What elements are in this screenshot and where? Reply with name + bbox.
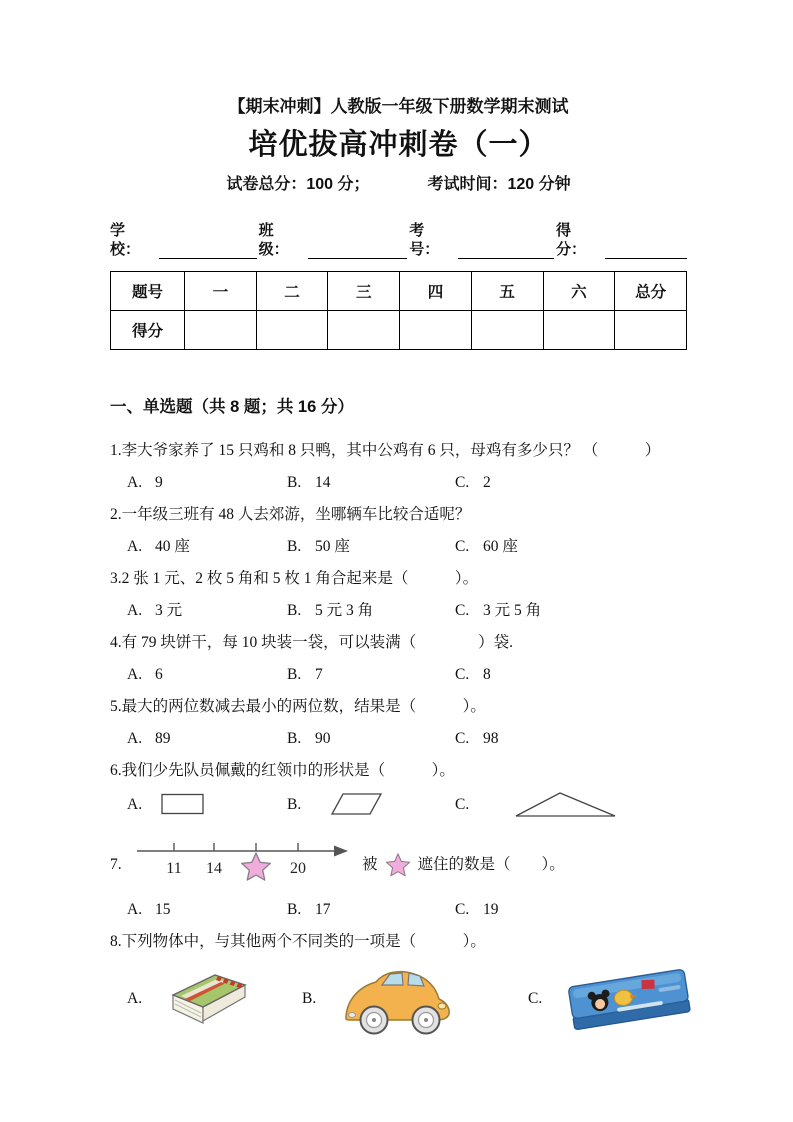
question-2-text (110, 504, 687, 525)
option-letter: C. (455, 474, 470, 491)
option-value: 9 (155, 474, 163, 491)
option-letter: A. (127, 666, 143, 683)
score-cell (615, 311, 687, 350)
option-value: 40 座 (155, 538, 190, 555)
option-letter: A. (127, 901, 143, 918)
score-cell (471, 311, 543, 350)
option-letter: B. (287, 538, 302, 555)
question-number: 5. (110, 698, 122, 715)
option-letter: A. (127, 474, 143, 491)
col-5: 五 (471, 272, 543, 311)
option-b (287, 899, 455, 920)
question-3-options (110, 600, 687, 621)
score-blank (605, 242, 687, 259)
question-7-end-text: 遮住的数是（ ）。 (417, 855, 565, 873)
question-6-options (110, 788, 687, 820)
star-icon (385, 853, 411, 879)
question-number: 1. (110, 442, 122, 459)
option-b (287, 600, 455, 621)
question-body: 我们少先队员佩戴的红领巾的形状是（ ）。 (121, 762, 455, 779)
score-table-score-row (111, 311, 687, 350)
question-5-options (110, 728, 687, 749)
col-total: 总分 (615, 272, 687, 311)
question-8-text (110, 931, 687, 952)
option-c (455, 790, 687, 818)
option-letter: B. (287, 901, 302, 918)
option-value: 60 座 (483, 538, 518, 555)
option-letter: C. (455, 730, 470, 747)
question-body: 李大爷家养了 15 只鸡和 8 只鸭，其中公鸡有 6 只，母鸡有多少只？ （ ） (121, 442, 661, 459)
exam-no-blank (458, 242, 554, 259)
section-heading: 一、单选题（共 8 题；共 16 分） (110, 398, 354, 416)
option-a (127, 899, 287, 920)
option-letter: C. (455, 795, 470, 813)
numberline-label-20: 20 (290, 860, 306, 877)
option-letter: B. (287, 730, 302, 747)
question-6-text (110, 760, 687, 781)
option-value: 3 元 5 角 (483, 602, 542, 619)
option-b (287, 536, 455, 557)
option-c (455, 600, 687, 621)
question-2-options (110, 536, 687, 557)
question-number: 4. (110, 634, 122, 651)
question-7-options (110, 899, 687, 920)
total-score-text: 试卷总分：100 分； (226, 176, 370, 193)
parallelogram-shape-icon (321, 793, 383, 815)
question-body: 一年级三班有 48 人去郊游，坐哪辆车比较合适呢？ (121, 506, 471, 523)
col-2: 二 (256, 272, 328, 311)
option-value: 5 元 3 角 (315, 602, 374, 619)
option-value: 7 (315, 666, 323, 683)
option-value: 3 元 (155, 602, 183, 619)
option-value: 98 (483, 730, 499, 747)
option-b (287, 728, 455, 749)
question-number: 2. (110, 506, 122, 523)
option-value: 14 (315, 474, 331, 491)
star-icon (242, 853, 271, 880)
triangle-shape-icon (515, 790, 617, 818)
col-1: 一 (185, 272, 257, 311)
score-cell (185, 311, 257, 350)
question-7-mid-text: 被 (362, 855, 378, 873)
option-value: 6 (155, 666, 163, 683)
option-value: 89 (155, 730, 171, 747)
option-letter: B. (287, 666, 302, 683)
option-b (287, 664, 455, 685)
score-cell (400, 311, 472, 350)
option-a (127, 536, 287, 557)
arrow-right-icon (334, 846, 348, 857)
option-value: 2 (483, 474, 491, 491)
option-letter: C. (455, 901, 470, 918)
exam-info-line (110, 174, 687, 196)
question-number: 3. (110, 570, 122, 587)
option-value: 8 (483, 666, 491, 683)
option-letter: A. (127, 602, 143, 619)
rectangle-shape-icon (161, 793, 205, 815)
numberline-label-11: 11 (166, 860, 182, 877)
school-label: 学校： (110, 222, 141, 258)
option-c (528, 953, 698, 1045)
option-value: 17 (315, 901, 331, 918)
option-letter: B. (287, 474, 302, 491)
option-letter: B. (287, 795, 302, 813)
option-letter: C. (455, 538, 470, 555)
col-6: 六 (543, 272, 615, 311)
score-table (110, 271, 687, 350)
option-c (455, 899, 687, 920)
option-letter: C. (455, 602, 470, 619)
score-row-label: 得分 (111, 311, 185, 350)
col-4: 四 (400, 272, 472, 311)
score-label: 得分： (555, 222, 586, 258)
class-blank (308, 242, 408, 259)
student-info-row (110, 221, 687, 259)
page-title: 【期末冲刺】人教版一年级下册数学期末测试 (228, 97, 569, 116)
option-letter: B. (287, 602, 302, 619)
question-7-row (110, 837, 687, 891)
corner-cell: 题号 (111, 272, 185, 311)
option-b (287, 472, 455, 493)
score-cell (328, 311, 400, 350)
option-letter: A. (127, 990, 143, 1007)
option-a (127, 600, 287, 621)
option-a (127, 793, 287, 815)
option-letter: B. (302, 990, 317, 1007)
exam-no-label: 考号： (409, 222, 440, 258)
question-8-options (110, 955, 687, 1043)
question-1-options (110, 472, 687, 493)
option-b (287, 793, 455, 815)
option-letter: A. (127, 730, 143, 747)
pencil-case-image (560, 953, 698, 1045)
question-number: 7. (110, 855, 122, 873)
question-number: 8. (110, 933, 122, 950)
col-3: 三 (328, 272, 400, 311)
option-letter: C. (455, 666, 470, 683)
score-table-header-row (111, 272, 687, 311)
question-4-options (110, 664, 687, 685)
option-value: 19 (483, 901, 499, 918)
option-c (455, 472, 687, 493)
option-a (127, 472, 287, 493)
option-a (127, 963, 302, 1035)
option-b (302, 959, 528, 1039)
option-a (127, 664, 287, 685)
class-label: 班级： (258, 222, 289, 258)
option-value: 90 (315, 730, 331, 747)
option-c (455, 728, 687, 749)
option-value: 15 (155, 901, 171, 918)
question-body: 最大的两位数减去最小的两位数，结果是（ ）。 (121, 698, 486, 715)
question-3-text (110, 568, 687, 589)
question-5-text (110, 696, 687, 717)
option-letter: A. (127, 538, 143, 555)
numberline-label-14: 14 (206, 860, 222, 877)
question-1-text (110, 440, 687, 461)
option-a (127, 728, 287, 749)
question-body: 有 79 块饼干，每 10 块装一袋，可以装满（ ）袋. (121, 634, 514, 651)
question-number: 6. (110, 762, 122, 779)
option-value: 50 座 (315, 538, 350, 555)
option-letter: C. (528, 990, 543, 1007)
option-letter: A. (127, 795, 143, 813)
question-body: 下列物体中，与其他两个不同类的一项是（ ）。 (121, 933, 486, 950)
question-4-text (110, 632, 687, 653)
question-body: 2 张 1 元、2 枚 5 角和 5 枚 1 角合起来是（ ）。 (121, 570, 479, 587)
book-image (159, 963, 254, 1035)
car-image (334, 959, 458, 1039)
page-subtitle: 培优拔高冲刺卷（一） (248, 129, 549, 161)
option-c (455, 664, 687, 685)
exam-time-text: 考试时间：120 分钟 (427, 176, 571, 193)
option-c (455, 536, 687, 557)
school-blank (159, 242, 257, 259)
score-cell (256, 311, 328, 350)
number-line-image (136, 840, 350, 888)
score-cell (543, 311, 615, 350)
